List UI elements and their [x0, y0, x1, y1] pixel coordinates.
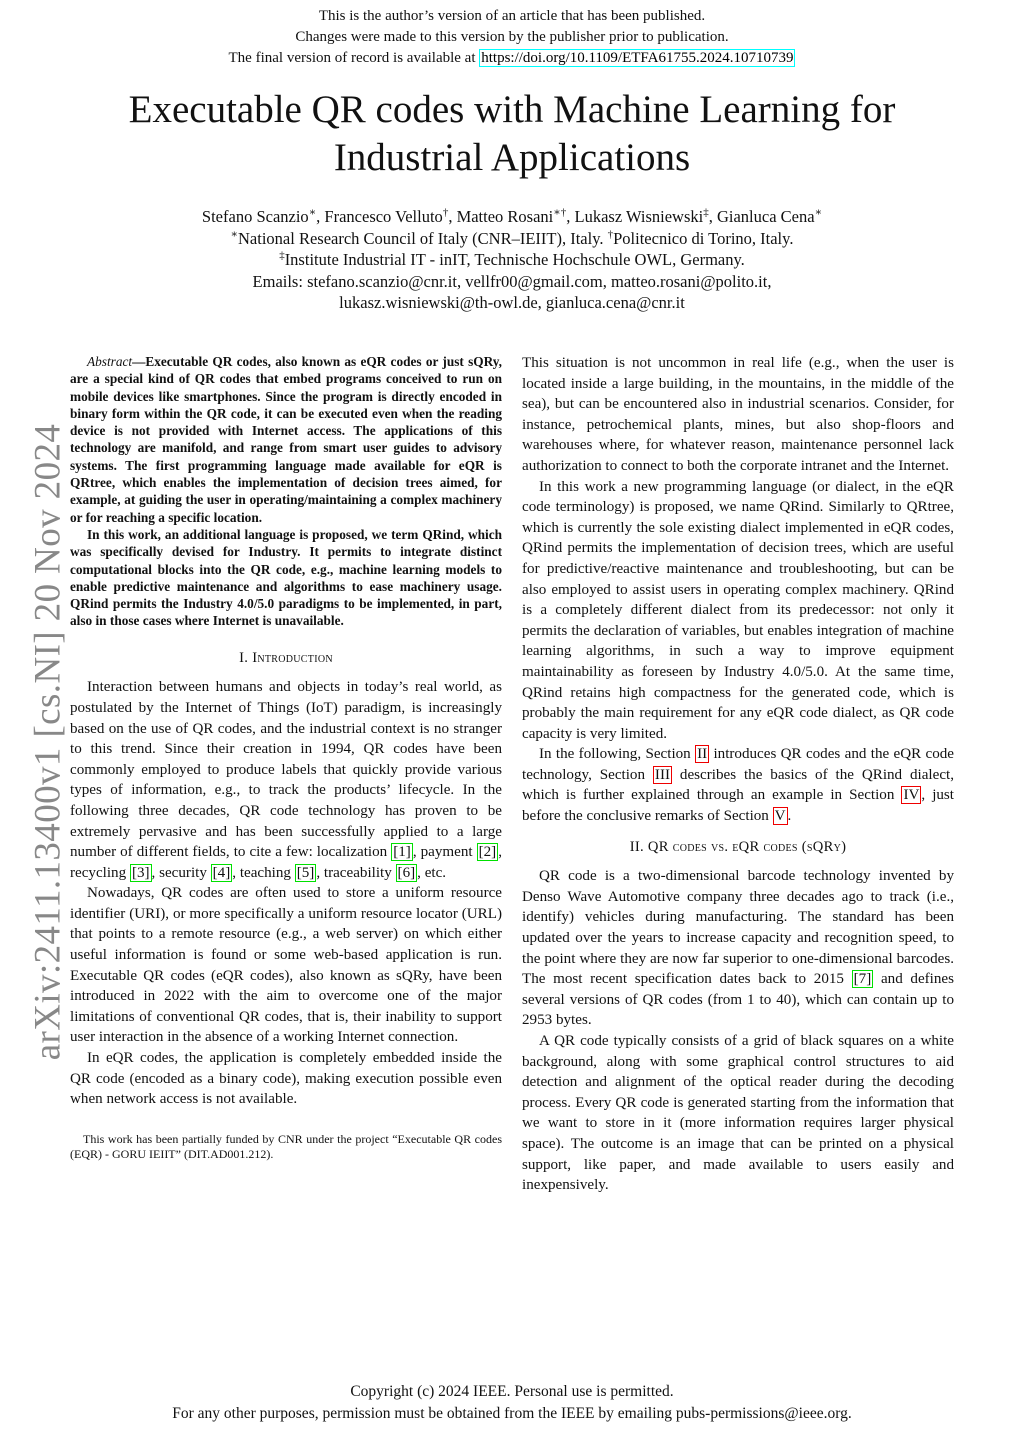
affiliation-cnr: National Research Council of Italy (CNR–IEIIT), Italy.: [238, 228, 604, 248]
left-column: [70, 353, 502, 1163]
affiliation-init: Institute Industrial IT - inIT, Technische Hochschule OWL, Germany.: [284, 250, 745, 269]
citation-link[interactable]: [1]: [393, 844, 411, 861]
affiliation-mark: ‡: [279, 249, 285, 262]
body-text: .: [787, 808, 792, 825]
author-mark: †: [442, 206, 449, 219]
citation-link[interactable]: [4]: [212, 864, 231, 881]
copyright-line-1: Copyright (c) 2024 IEEE. Personal use is permitted.: [350, 1383, 674, 1400]
citation-link[interactable]: [2]: [478, 844, 497, 861]
intro-text: , security: [151, 864, 211, 881]
body-text: , just before the conclusive remarks of Section: [522, 787, 955, 825]
section-title: Introduction: [252, 649, 333, 666]
notice-line-3: [0, 48, 1024, 69]
copyright-notice: [0, 1381, 1024, 1425]
section-number: I.: [239, 649, 249, 666]
emails-line-2: lukasz.wisniewski@th-owl.de, gianluca.cena@cnr.it: [339, 293, 685, 312]
section-heading-introduction: [70, 648, 502, 669]
right-paragraph-1: This situation is not uncommon in real life (e.g., when the user is located inside a large building, in the mountains, in the middle of the sea), but can be encountered also in industrial scenarios. Consider, for instance, petrochemical plants, mines, but also shop-floors and warehouses where, for whatever reason, maintenance personnel lack authorization to connect to both the corporate intranet and the Internet.: [522, 355, 954, 474]
right-paragraph-2: In this work a new programming language (or dialect, in the eQR code terminology) is proposed, we name QRind. Similarly to QRtree, which is currently the sole existing dialect implemented in eQR codes, QRind permits the implementation of decision trees, which are useful for predictive/reactive maintenance and troubleshooting, but can be also employed to assist users in operating complex machinery. QRind is a completely different dialect from its predecessor: not only it permits the declaration of variables, but enables integration of machine learning algorithms, in such a way to improve equipment maintainability as foreseen by Industry 4.0/5.0. At the same time, QRind retains high compactness for the generated code, which is probably the main requirement for any eQR code dialect, as QR code capacity is very limited.: [522, 478, 954, 742]
notice-line-3-prefix: The final version of record is available at: [228, 50, 480, 66]
right-paragraph-5: A QR code typically consists of a grid of black squares on a white background, along with some graphical control structures to aid detection and alignment of the optical reader during the decoding process. Every QR code is generated starting from the information that we want to store in it (more information requires larger physical space). The outcome is an image that can be printed on a physical support, like paper, and made available to users easily and inexpensively.: [522, 1033, 954, 1194]
intro-text: , traceability: [316, 864, 396, 881]
copyright-line-2: For any other purposes, permission must be obtained from the IEEE by emailing pubs-permissions@ieee.org.: [172, 1405, 852, 1422]
paper-title: Executable QR codes with Machine Learning for Industrial Applications: [128, 88, 896, 179]
intro-text: , etc.: [417, 864, 447, 881]
abstract-label: Abstract: [87, 354, 133, 369]
abstract-text-1: —Executable QR codes, also known as eQR codes or just sQRy, are a special kind of QR codes that embed programs conceived to run on mobile devices like smartphones. Since the program is directly encoded in binary form within the QR code, it can be executed even when the reading device is not provided with Internet access. The applications of this technology are manifold, and range from smart user guides to advisory systems. The first programming language made available for eQR is QRtree, which enables the implementation of decision trees aimed, for example, at guiding the user in operating/maintaining a complex machinery or for reaching a specific location.: [70, 354, 502, 525]
notice-line-1: This is the author’s version of an article that has been published.: [318, 8, 706, 24]
citation-link[interactable]: [6]: [397, 864, 416, 881]
right-paragraph-4: [522, 866, 954, 1031]
notice-line-2: Changes were made to this version by the publisher prior to publication.: [295, 29, 729, 45]
citation-link[interactable]: [5]: [296, 864, 315, 881]
funding-footnote: This work has been partially funded by CNR under the project “Executable QR codes (EQR) - GORU IEIIT” (DIT.AD001.212).: [70, 1131, 502, 1162]
right-column: [522, 353, 954, 1196]
body-text: introduces QR codes and the eQR code technology, Section: [522, 746, 954, 783]
intro-paragraph-3: In eQR codes, the application is completely embedded inside the QR code (encoded as a binary code), making execution possible even when network access is not available.: [70, 1050, 502, 1108]
publication-notice: [0, 6, 1024, 69]
author-mark: ‡: [703, 206, 709, 219]
intro-paragraph-1: [70, 677, 502, 883]
intro-paragraph-2: Nowadays, QR codes are often used to store a uniform resource identifier (URI), or more specifically a uniform resource locator (URL) that points to a remote resource (e.g., a web server) on which either useful information is found or some web-based application is run. Executable QR codes (eQR codes), also known as sQRy, have been introduced in 2022 with the aim to overcome one of the major limitations of conventional QR codes, that is, their inability to support user interaction in the absence of a working Internet connection.: [70, 885, 502, 1046]
affiliation-polito: Politecnico di Torino, Italy.: [613, 228, 794, 248]
author-name: Stefano Scanzio: [201, 207, 309, 226]
intro-text: , teaching: [232, 864, 295, 881]
section-link[interactable]: IV: [903, 787, 920, 804]
author-name: Matteo Rosani: [456, 207, 554, 226]
affiliation-line-1: [60, 228, 964, 250]
arxiv-stamp: arXiv:2411.13400v1 [cs.NI] 20 Nov 2024: [27, 423, 69, 1061]
abstract-paragraph-1: [70, 353, 502, 526]
affiliation-mark: ∗: [230, 228, 239, 240]
author-block: [60, 206, 964, 314]
author-name: Gianluca Cena: [716, 207, 815, 226]
intro-text: , recycling: [70, 844, 502, 881]
intro-text: Interaction between humans and objects in today’s real world, as postulated by the Internet of Things (IoT) paradigm, is increasingly based on the use of QR codes, and the industrial context is no stranger to this trend. Since their creation in 1994, QR codes have been commonly employed to produce labels that quickly provide various types of information, e.g., to track the products’ lifecycle. In the following three decades, QR code technology has proven to be extremely pervasive and has been successfully applied to a large number of different fields, to cite a few: localization: [70, 679, 502, 861]
section-title: QR codes vs. eQR codes (sQRy): [647, 838, 847, 855]
doi-link[interactable]: https://doi.org/10.1109/ETFA61755.2024.10710739: [481, 50, 794, 66]
section-link[interactable]: II: [697, 746, 708, 763]
author-mark: ∗: [308, 206, 317, 219]
abstract-paragraph-2: In this work, an additional language is proposed, we term QRind, which was specifically devised for Industry. It permits to integrate distinct computational blocks into the QR code, e.g., machine learning models to enable predictive maintenance and algorithms to ease machinery usage. QRind permits the Industry 4.0/5.0 paradigms to be implemented, in part, also in those cases where Internet is unavailable.: [70, 526, 502, 629]
affiliation-mark: †: [607, 228, 614, 240]
section-link[interactable]: III: [654, 766, 671, 783]
right-paragraph-3: [522, 744, 954, 826]
intro-text: , payment: [412, 844, 477, 861]
citation-link[interactable]: [7]: [853, 971, 872, 988]
body-text: QR code is a two-dimensional barcode technology invented by Denso Wave Automotive company three decades ago to track (i.e., identify) vehicles during manufacturing. The standard has been updated over the years to increase capacity and recognition speed, to the point where they are now far superior to one-dimensional barcodes. The most recent specification dates back to 2015: [522, 868, 954, 988]
section-link[interactable]: V: [774, 808, 786, 825]
section-heading-qr-codes: [522, 837, 954, 858]
author-name: Francesco Velluto: [324, 207, 443, 226]
author-name: Lukasz Wisniewski: [574, 207, 704, 226]
emails-line-1: Emails: stefano.scanzio@cnr.it, vellfr00@gmail.com, matteo.rosani@polito.it,: [252, 271, 772, 291]
section-number: II.: [629, 838, 644, 855]
body-text: describes the basics of the QRind dialect, which is further explained through an example in Section: [522, 766, 954, 804]
citation-link[interactable]: [3]: [131, 864, 150, 881]
body-text: In the following, Section: [539, 746, 696, 763]
author-mark: ∗†: [553, 206, 567, 219]
author-mark: ∗: [814, 206, 823, 219]
author-names: Stefano Scanzio∗, Francesco Velluto†, Matteo Rosani∗†, Lukasz Wisniewski‡, Gianluca Cena∗: [201, 206, 823, 226]
affiliation-line-2: [60, 249, 964, 271]
body-text: and defines several versions of QR codes (from 1 to 40), which can contain up to 2953 bytes.: [522, 971, 954, 1029]
